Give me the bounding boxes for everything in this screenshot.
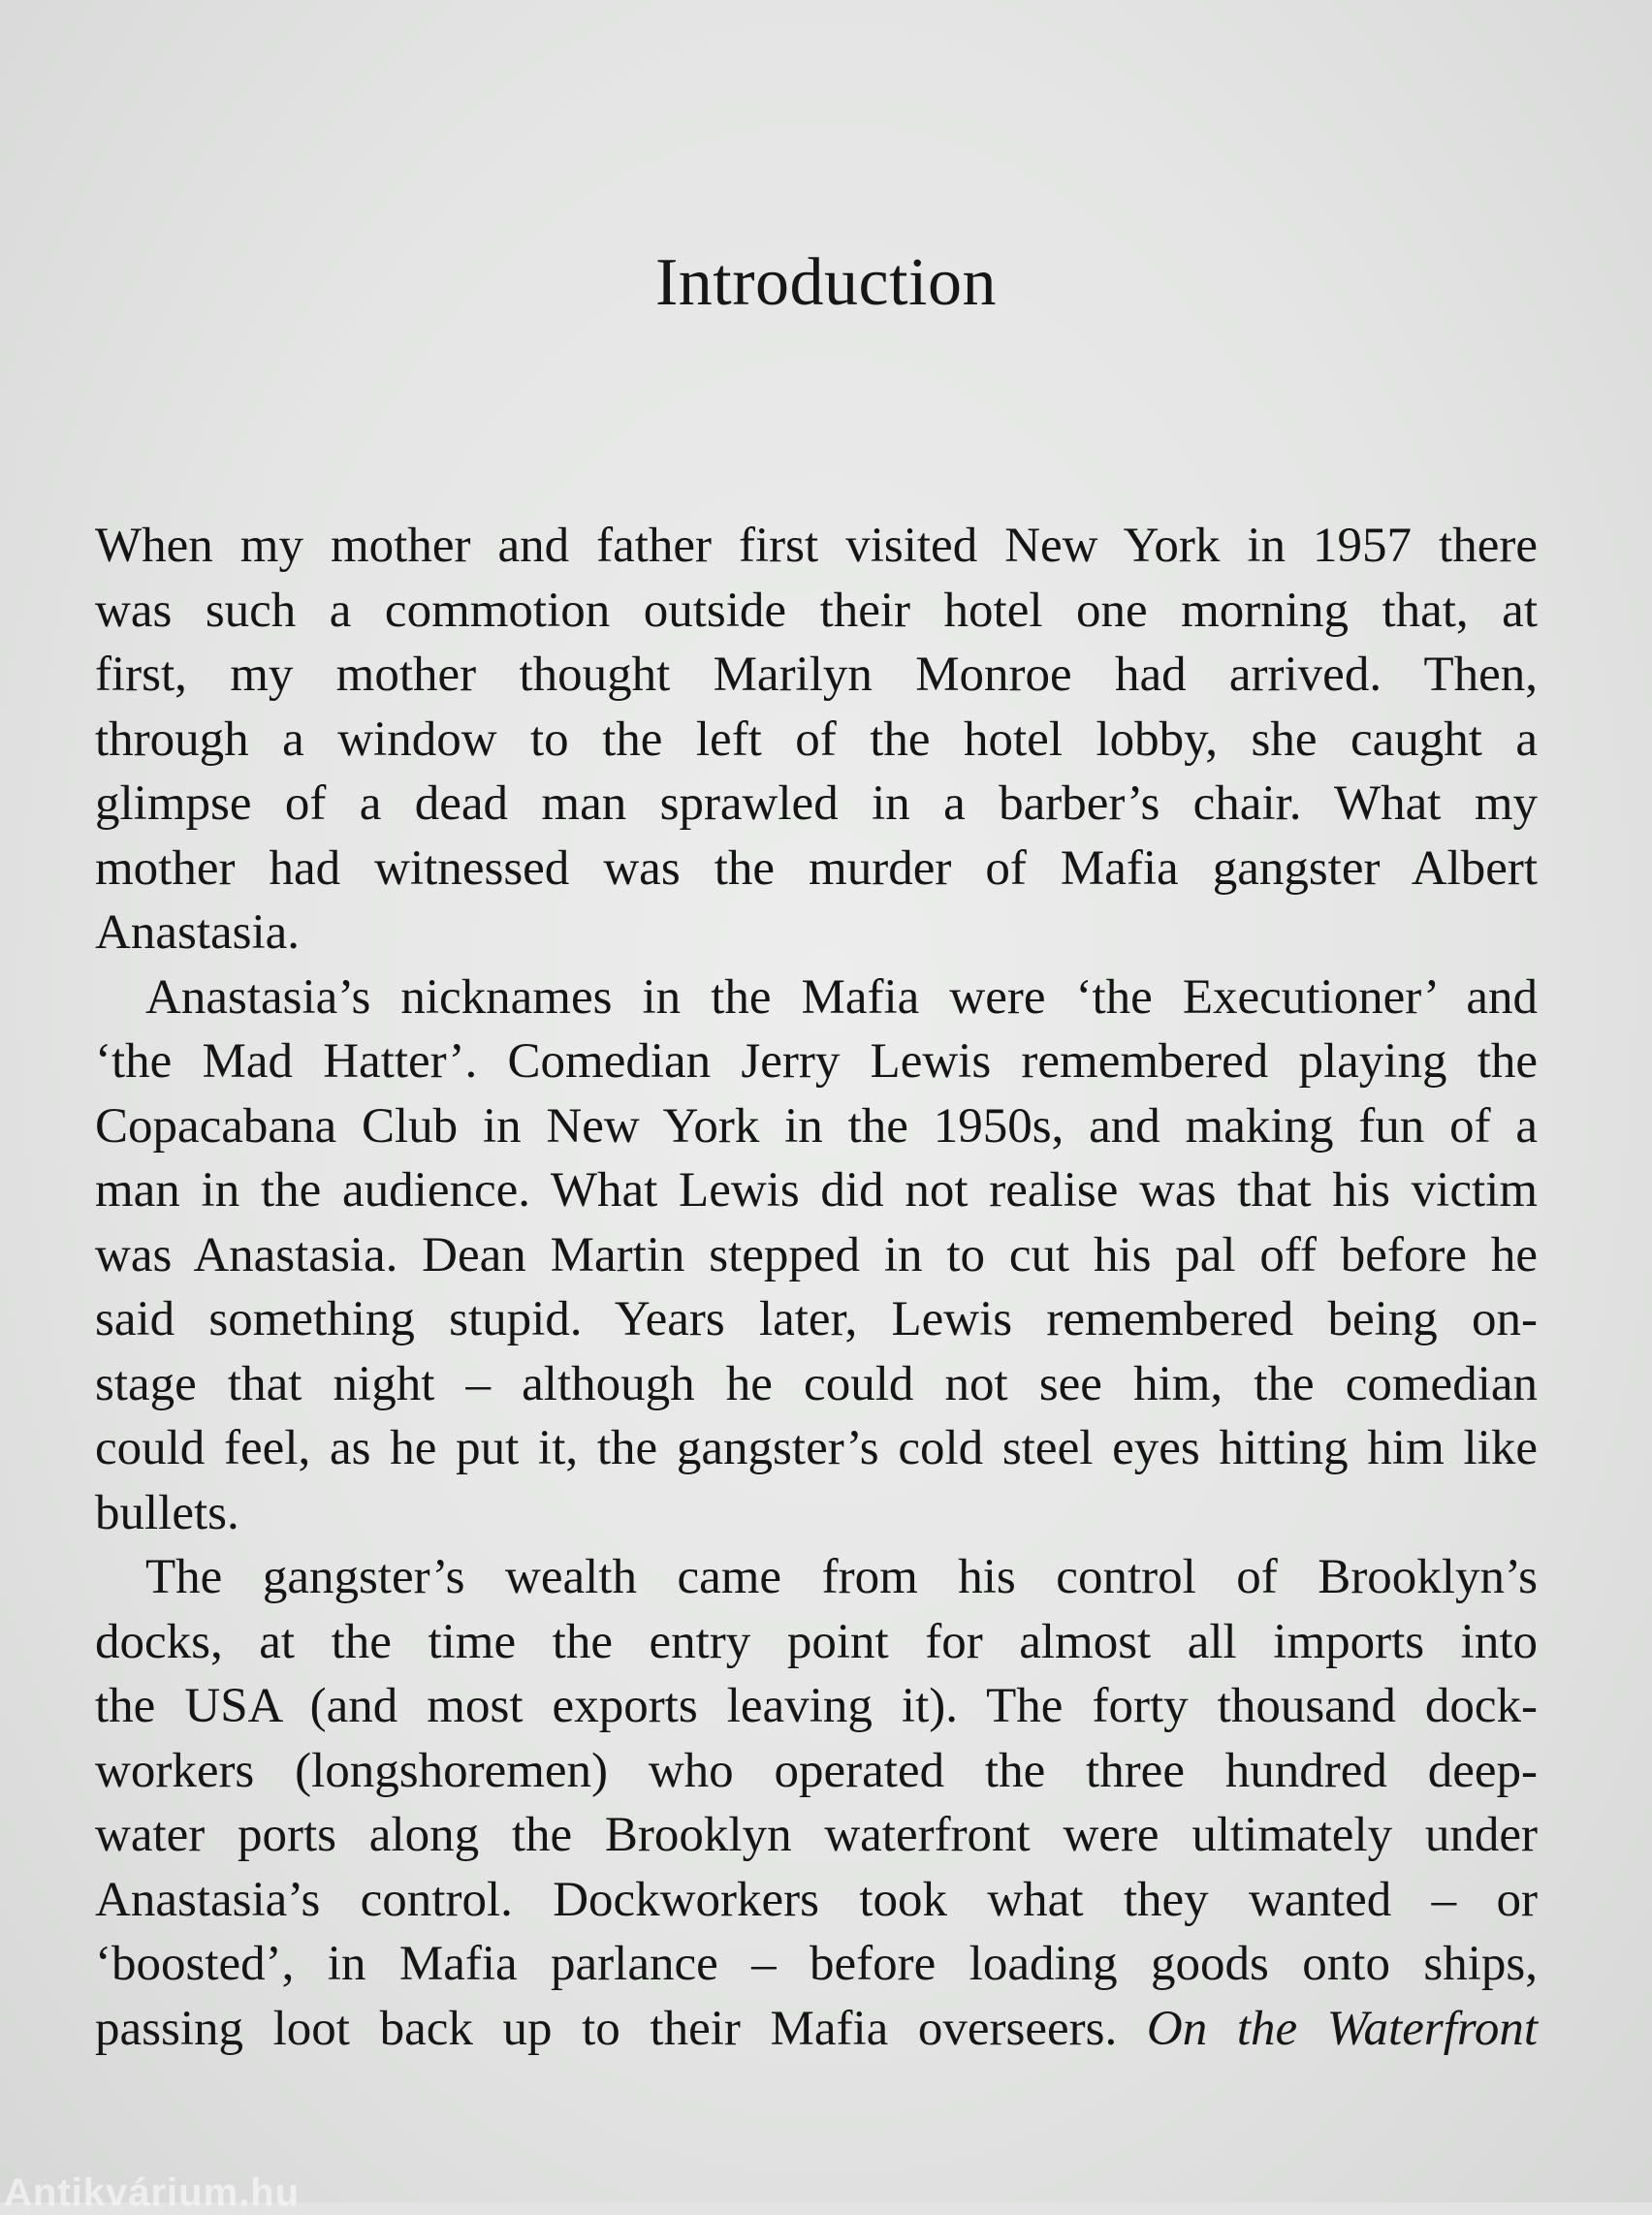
text-line: water ports along the Brooklyn waterfront were ultimately under xyxy=(95,1808,1538,1862)
paragraph-3 xyxy=(95,1545,1538,2061)
text-line: The gangster’s wealth came from his control of Brooklyn’s xyxy=(145,1550,1538,1604)
text-line: said something stupid. Years later, Lewis remembered being on- xyxy=(95,1292,1538,1346)
text-line: the USA (and most exports leaving it). The forty thousand dock- xyxy=(95,1679,1538,1733)
text-line: ‘boosted’, in Mafia parlance – before loading goods onto ships, xyxy=(95,1937,1538,1991)
paragraph-2 xyxy=(95,965,1538,1546)
text-segment: passing loot back up to their Mafia overseers. xyxy=(95,2001,1147,2056)
text-line: When my mother and father first visited New York in 1957 there xyxy=(95,519,1538,573)
paragraph-1 xyxy=(95,514,1538,965)
text-line: ‘the Mad Hatter’. Comedian Jerry Lewis remembered playing the xyxy=(95,1034,1538,1089)
text-line: workers (longshoremen) who operated the three hundred deep- xyxy=(95,1743,1538,1798)
text-line: was such a commotion outside their hotel one morning that, at xyxy=(95,583,1538,638)
text-line: docks, at the time the entry point for almost all imports into xyxy=(95,1614,1538,1669)
text-line: was Anastasia. Dean Martin stepped in to cut his pal off before he xyxy=(95,1227,1538,1282)
text-line: mother had witnessed was the murder of Mafia gangster Albert xyxy=(95,840,1538,896)
text-line xyxy=(95,1997,1538,2062)
text-line: Anastasia’s control. Dockworkers took what they wanted – or xyxy=(95,1872,1538,1927)
text-line: stage that night – although he could not see him, the comedian xyxy=(95,1356,1538,1411)
chapter-title: Introduction xyxy=(654,245,998,320)
text-line: through a window to the left of the hotel lobby, she caught a xyxy=(95,712,1538,767)
text-line: could feel, as he put it, the gangster’s cold steel eyes hitting him like xyxy=(95,1421,1538,1475)
text-line: man in the audience. What Lewis did not realise was that his victim xyxy=(95,1163,1538,1218)
text-line: Copacabana Club in New York in the 1950s, and making fun of a xyxy=(95,1098,1538,1154)
text-line: Anastasia’s nicknames in the Mafia were ‘the Executioner’ and xyxy=(145,969,1538,1025)
film-title-italic: On the Waterfront xyxy=(1146,2001,1538,2056)
text-line: bullets. xyxy=(95,1485,239,1540)
text-line: glimpse of a dead man sprawled in a barber’s chair. What my xyxy=(95,776,1538,831)
watermark-text: Antikvárium.hu xyxy=(4,2171,301,2214)
body-text xyxy=(95,514,1538,2061)
text-line: Anastasia. xyxy=(95,905,301,960)
text-line: first, my mother thought Marilyn Monroe had arrived. Then, xyxy=(95,648,1538,702)
